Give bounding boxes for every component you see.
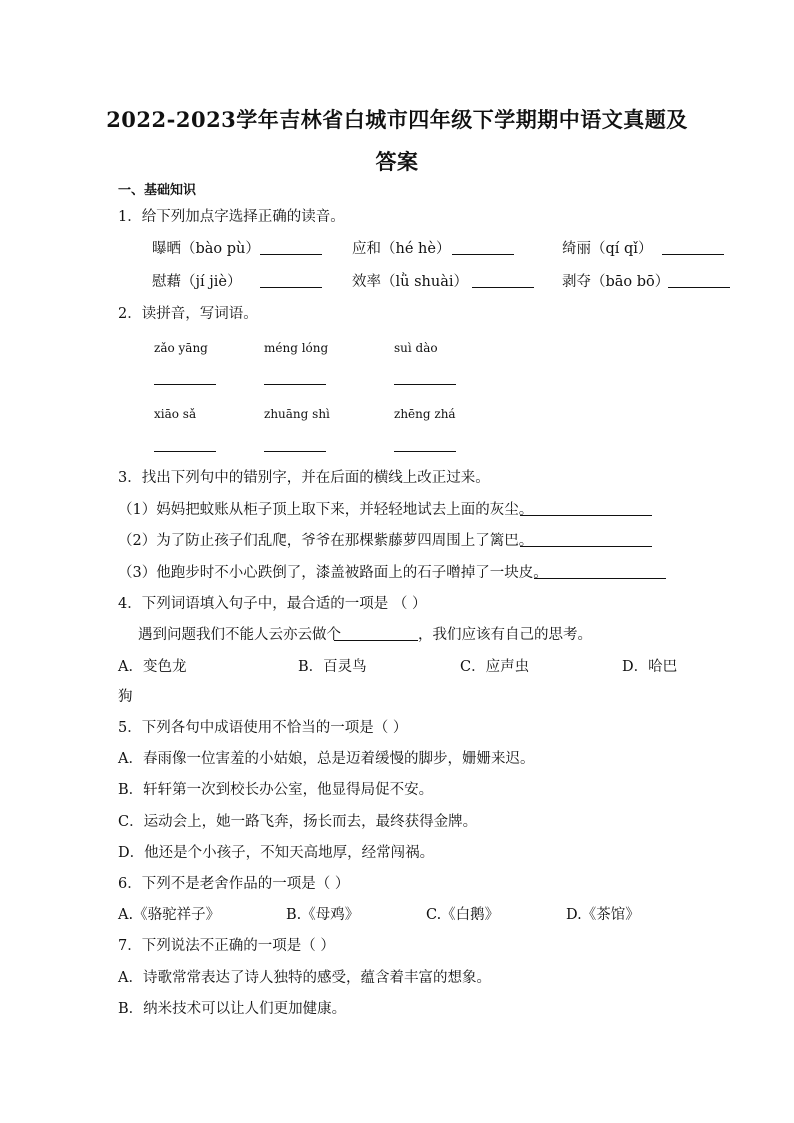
q2-pinyin-5: zhuāng shì [264,407,330,421]
q6-option-d[interactable]: D.《茶馆》 [566,907,640,923]
q2-pinyin-3: suì dào [394,341,438,355]
q4-option-c[interactable]: C．应声虫 [460,659,530,675]
q2-answer-blank-3[interactable] [394,384,456,385]
q1-answer-blank-3[interactable] [662,254,724,255]
q2-pinyin-6: zhēng zhá [394,407,456,421]
document-title-line-1: 2022-2023学年吉林省白城市四年级下学期期中语文真题及 [106,107,688,132]
q4-sentence-start: 遇到问题我们不能人云亦云做个 [138,627,341,643]
q1-answer-blank-4[interactable] [260,287,322,288]
q4-option-d-continued: 狗 [118,689,133,705]
question-5-stem: 5．下列各句中成语使用不恰当的一项是（ ） [118,720,408,736]
q1-answer-blank-1[interactable] [260,254,322,255]
q2-answer-blank-2[interactable] [264,384,326,385]
q1-answer-blank-2[interactable] [452,254,514,255]
q3-sentence-3: （3）他跑步时不小心跌倒了，漆盖被路面上的石子噌掉了一块皮。 [118,565,548,581]
q2-answer-blank-5[interactable] [264,451,326,452]
q3-answer-blank-2[interactable] [520,546,652,547]
q3-sentence-1: （1）妈妈把蚊账从柜子顶上取下来，并轻轻地试去上面的灰尘。 [118,502,534,518]
q1-item-6: 剥夺（bāo bō） [562,274,670,290]
document-title-line-2: 答案 [375,149,419,174]
q4-sentence-end: ，我们应该有自己的思考。 [418,627,592,643]
question-7-stem: 7．下列说法不正确的一项是（ ） [118,938,335,954]
q1-answer-blank-6[interactable] [668,287,730,288]
q5-option-d[interactable]: D．他还是个小孩子，不知天高地厚，经常闯祸。 [118,845,435,861]
q3-sentence-2: （2）为了防止孩子们乱爬，爷爷在那棵紫藤萝四周围上了篱巴。 [118,533,534,549]
q2-pinyin-4: xiāo sǎ [154,407,197,421]
q2-answer-blank-1[interactable] [154,384,216,385]
q4-option-d[interactable]: D．哈巴 [622,659,678,675]
question-2-stem: 2．读拼音，写词语。 [118,306,258,322]
q7-option-a[interactable]: A．诗歌常常表达了诗人独特的感受，蕴含着丰富的想象。 [118,970,491,986]
q1-answer-blank-5[interactable] [472,287,534,288]
q1-item-3: 绮丽（qí qǐ） [562,241,653,257]
q6-option-a[interactable]: A.《骆驼祥子》 [118,907,221,923]
question-1-stem: 1．给下列加点字选择正确的读音。 [118,209,345,225]
q4-option-b[interactable]: B．百灵鸟 [298,659,367,675]
q4-option-a[interactable]: A．变色龙 [118,659,187,675]
q5-option-c[interactable]: C．运动会上，她一路飞奔，扬长而去，最终获得金牌。 [118,814,478,830]
question-4-stem: 4．下列词语填入句子中，最合适的一项是 （ ） [118,596,427,612]
q3-answer-blank-3[interactable] [534,578,666,579]
question-3-stem: 3．找出下列句中的错别字，并在后面的横线上改正过来。 [118,470,490,486]
q1-item-1: 曝晒（bào pù） [152,241,260,257]
q2-pinyin-1: zǎo yāng [154,341,208,355]
q1-item-4: 慰藉（jí jiè） [152,274,242,290]
question-6-stem: 6．下列不是老舍作品的一项是（ ） [118,876,350,892]
q2-answer-blank-6[interactable] [394,451,456,452]
q4-answer-blank[interactable] [334,640,418,641]
q1-item-2: 应和（hé hè） [352,241,451,257]
q5-option-b[interactable]: B．轩轩第一次到校长办公室，他显得局促不安。 [118,782,434,798]
section-heading: 一、基础知识 [118,183,197,198]
q3-answer-blank-1[interactable] [520,515,652,516]
q7-option-b[interactable]: B．纳米技术可以让人们更加健康。 [118,1001,347,1017]
q2-answer-blank-4[interactable] [154,451,216,452]
q1-item-5: 效率（lǜ shuài） [352,274,468,290]
q6-option-c[interactable]: C.《白鹅》 [426,907,500,923]
q2-pinyin-2: méng lóng [264,341,329,355]
q5-option-a[interactable]: A．春雨像一位害羞的小姑娘，总是迈着缓慢的脚步，姗姗来迟。 [118,751,535,767]
q6-option-b[interactable]: B.《母鸡》 [286,907,360,923]
